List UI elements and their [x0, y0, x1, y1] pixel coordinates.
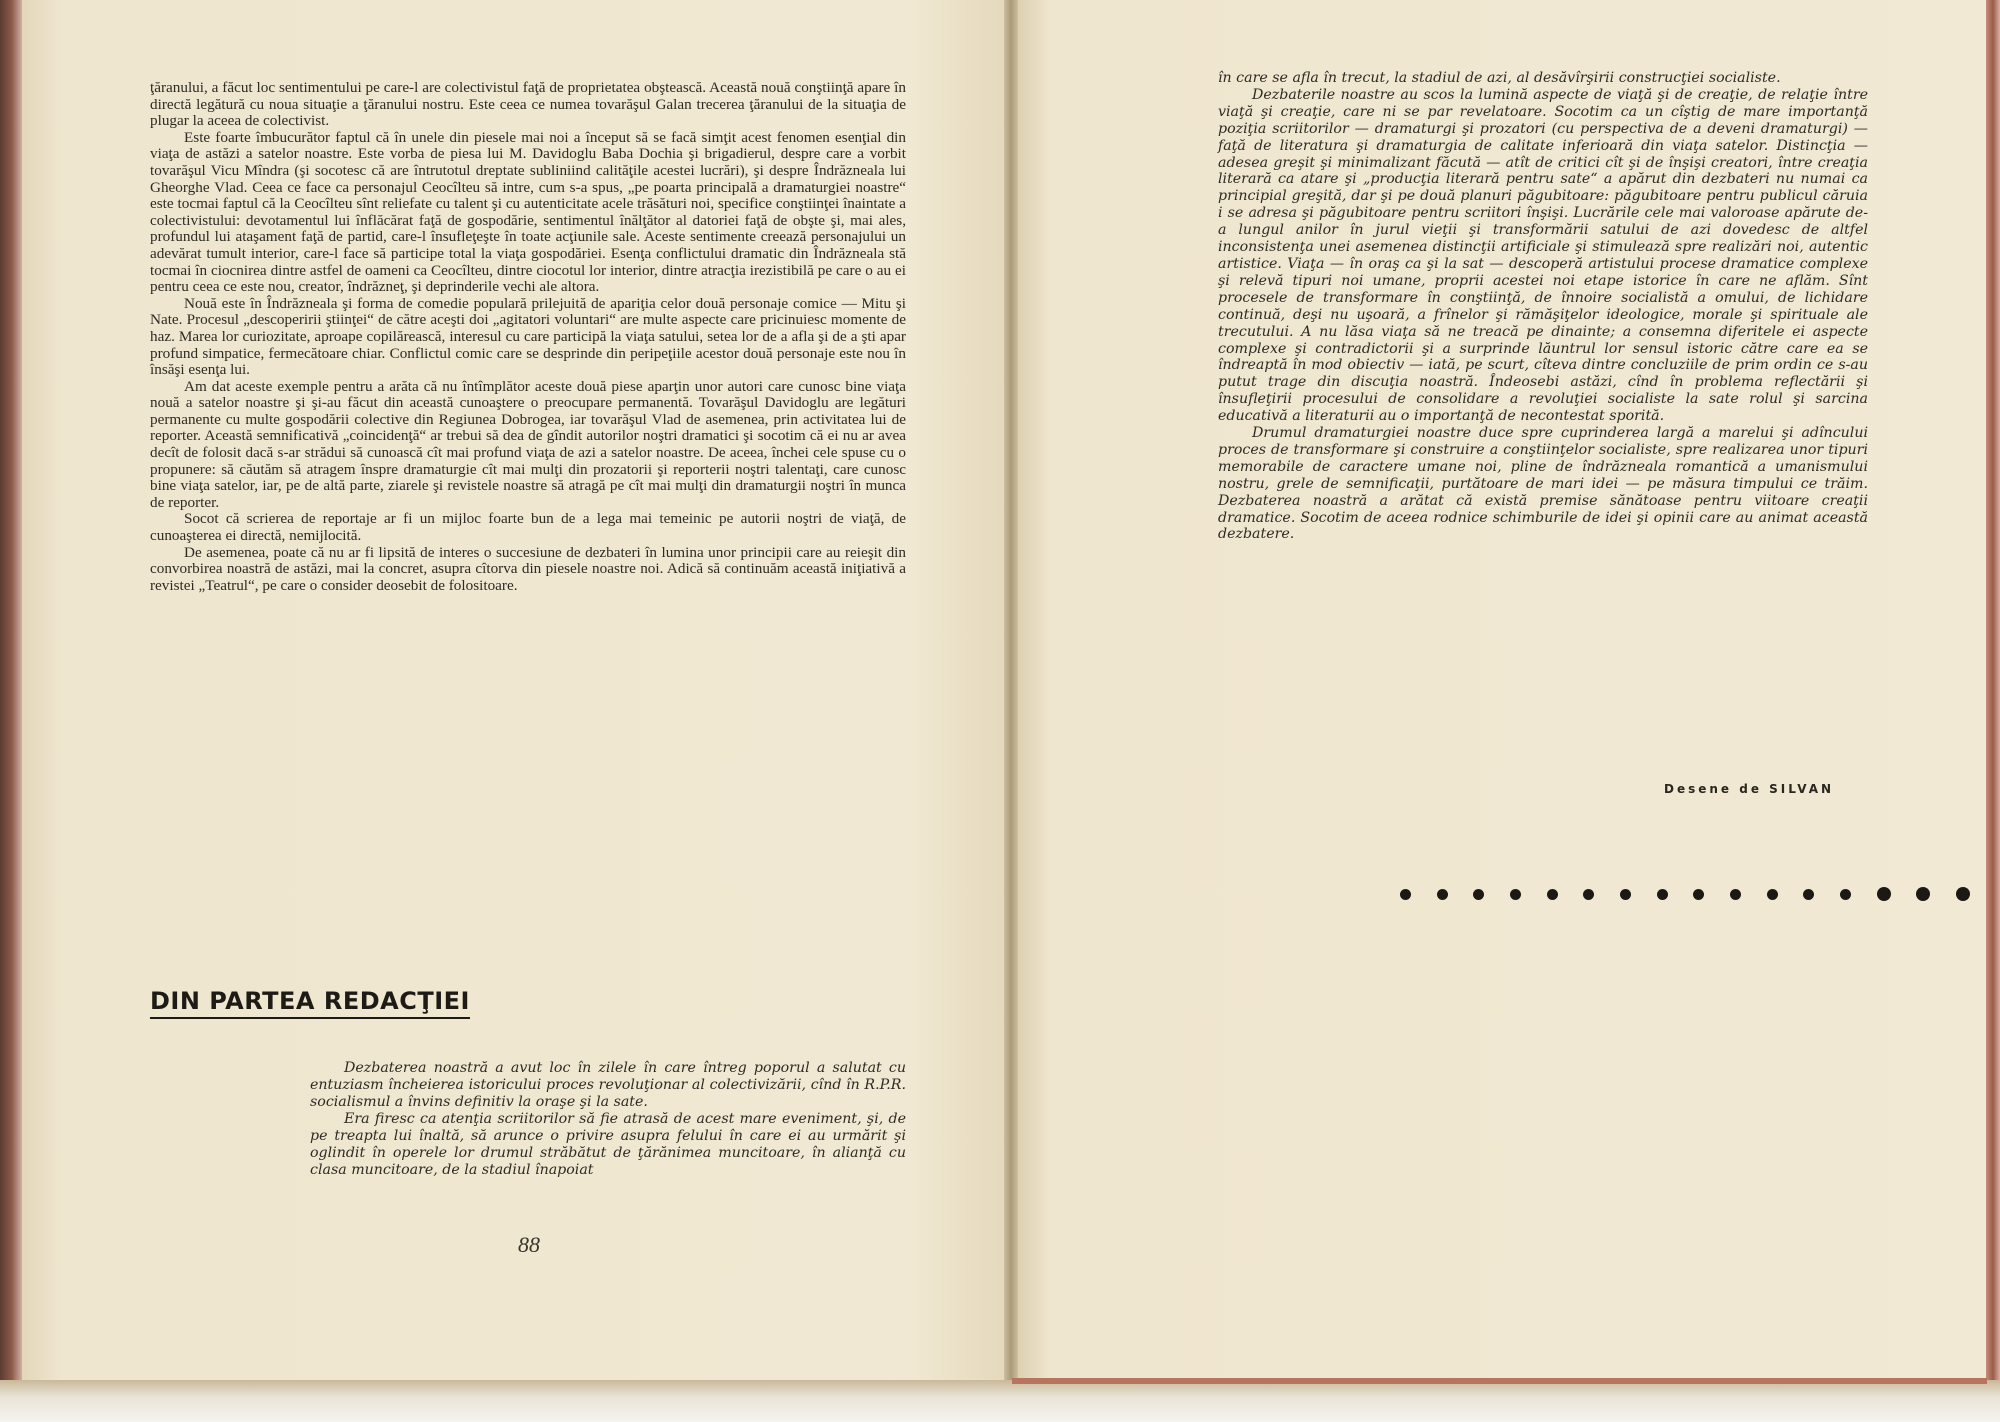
paragraph: Era firesc ca atenţia scriitorilor să fie atrasă de acest mare eveniment, şi, de pe treapta lui înaltă, să arunce o privire asupra felului în care ei au urmărit şi oglindit în operele lor drumul străbătut de ţărănimea muncitoare, în alianţă cu clasa muncitoare, de la stadiul înapoiat: [310, 1111, 906, 1178]
dot-ornament: [1916, 887, 1930, 901]
paragraph: în care se afla în trecut, la stadiul de azi, al desăvîrşirii construcţiei socialiste.: [1218, 70, 1781, 86]
paragraph: Nouă este în Îndrăzneala şi forma de comedie populară prilejuită de apariţia celor două personaje comice — Mitu şi Nate. Procesul „descoperirii ştiinţei“ de către aceşti doi „agitatori voluntari“ are multe aspecte care pricinuiesc momente de haz. Marea lor curiozitate, aproape copilărească, interesul cu care participă la viaţa satului, setea lor de a afla şi de a şti apar profund simpatice, fermecătoare chiar. Conflictul comic care se desprinde din peripeţiile acestor două personaje este nou în însăşi esenţa lui.: [150, 294, 906, 379]
book-cover-edge-bottom: [1012, 1378, 1987, 1384]
dot-ornament: [1583, 889, 1594, 900]
scan-background: [0, 1380, 2000, 1422]
section-heading: DIN PARTEA REDACŢIEI: [150, 987, 470, 1019]
dot-ornament: [1693, 889, 1704, 900]
illustration-credit: Desene de SILVAN: [1664, 782, 1835, 796]
decorative-dot-row: [1400, 882, 1970, 906]
left-article-body: [150, 80, 906, 594]
book-gutter: [1004, 0, 1018, 1380]
paragraph: Este foarte îmbucurător faptul că în unele din piesele mai noi a început să se facă simţit acest fenomen esenţial din viaţa de astăzi a satelor noastre. Este vorba de piesa lui M. Davidoglu Baba Dochia şi brigadierul, despre care a vorbit tovarăşul Vicu Mîndra (şi socotesc că are întrutotul dreptate subliniind calităţile acestei lucrări), şi despre Îndrăzneala lui Gheorghe Vlad. Ceea ce face ca personajul Ceocîlteu să intre, cum s-a spus, „pe poarta principală a dramaturgiei noastre“ este tocmai faptul că la Ceocîlteu sînt reliefate cu talent şi cu autenticitate acele trăsături noi, specifice conştiinţei înaintate a colectivistului: devotamentul lui înflăcărat faţă de gospodărie, sentimentul înălţător al datoriei faţă de obşte şi, mai ales, profundul lui ataşament faţă de partid, care-l însufleţeşte în toate acţiunile sale. Aceste sentimente creează personajului un adevărat tumult interior, care-l face să participe total la viaţa gospodăriei. Esenţa conflictului dramatic din Îndrăzneala stă tocmai în ciocnirea dintre astfel de oameni ca Ceocîlteu, dintre ciocotul lor interior, dintre atracţia irezistibilă pe care o au ei pentru ceea ce este nou, creator, îndrăzneţ, şi deprinderile vechi ale altora.: [150, 128, 906, 296]
paragraph: Dezbaterea noastră a avut loc în zilele în care întreg poporul a salutat cu entuziasm încheierea istoricului proces revoluţionar al colectivizării, cînd în R.P.R. socialismul a învins definitiv la oraşe şi la sate.: [310, 1060, 906, 1110]
dot-ornament: [1877, 887, 1891, 901]
paragraph: Socot că scrierea de reportaje ar fi un mijloc foarte bun de a lega mai temeinic pe autorii noştri de viaţă, de cunoaşterea ei directă, nemijlocită.: [150, 510, 906, 545]
paragraph: Dezbaterile noastre au scos la lumină aspecte de viaţă şi de creaţie, de relaţie între viaţă şi creaţie, care ni se par revelatoare. Socotim ca un cîştig de mare importanţă poziţia scriitorilor — dramaturgi şi prozatori (cu perspectiva de a deveni dramaturgi) — faţă de literatura şi dramaturgia de calitate inferioară din viaţa satelor. Distincţia — adesea greşit şi minimalizant făcută — atît de critici cît şi de înşişi creatori, între creaţia literară ca atare şi „producţia literară pentru sate“ a apărut din dezbateri nu numai ca principial greşită, dar şi pe două planuri păgubitoare: păgubitoare pentru publicul căruia i se adresa şi păgubitoare pentru scriitori înşişi. Lucrările cele mai valoroase apărute de-a lungul anilor în jurul vieţii şi transformării satului de azi dovedesc de altfel inconsistenţa unei asemenea distincţii artificiale şi stimulează spre realizări noi, autentic artistice. Viaţa — în oraş ca şi la sat — descoperă artistului procese dramatice complexe şi relevă tipuri noi umane, proprii acestei noi etape istorice în care ne aflăm. Sînt procesele de transformare în conştiinţă, de înnoire socialistă a omului, de lichidare continuă, deşi nu uşoară, a frînelor şi rămăşiţelor ideologice, morale şi spirituale ale trecutului. A nu lăsa viaţa să ne treacă pe dinainte; a consemna diferitele ei aspecte complexe şi contradictorii şi a surprinde lăuntrul lor sensul istoric către care ea se îndreaptă în mod obiectiv — iată, pe scurt, cîteva dintre concluziile de prim ordin ce s-au putut trage din discuţia noastră. Îndeosebi astăzi, cînd în problema reflectării şi însufleţirii procesului de consolidare a revoluţiei socialiste la sate rolul şi sarcina educativă a literaturii au o importanţă de necontestat sporită.: [1218, 86, 1868, 425]
dot-ornament: [1620, 889, 1631, 900]
page-number: 88: [518, 1232, 540, 1257]
paragraph: Drumul dramaturgiei noastre duce spre cuprinderea largă a marelui şi adîncului proces de transformare şi construire a conştiinţelor socialiste, spre realizarea unor tipuri memorabile de caractere umane noi, pline de îndrăzneala romantică a umanismului nostru, grele de semnificaţii, purtătoare de mari idei — pe măsura timpului ce trăim. Dezbaterea noastră a arătat că există premise sănătoase pentru viitoare creaţii dramatice. Socotim de aceea rodnice schimburile de idei şi opinii care au animat această dezbatere.: [1218, 425, 1868, 543]
dot-ornament: [1657, 889, 1668, 900]
dot-ornament: [1730, 889, 1741, 900]
dot-ornament: [1803, 889, 1814, 900]
dot-ornament: [1956, 887, 1970, 901]
dot-ornament: [1473, 889, 1484, 900]
editorial-intro: [310, 1060, 906, 1179]
paragraph: De asemenea, poate că nu ar fi lipsită de interes o succesiune de dezbateri în lumina unor principii care au reieşit din convorbirea noastră de astăzi, mai la concret, asupra cîtorva din piesele noastre noi. Adică să continuăm această iniţiativă a revistei „Teatrul“, pe care o consider deosebit de folositoare.: [150, 543, 906, 594]
dot-ornament: [1547, 889, 1558, 900]
dot-ornament: [1840, 889, 1851, 900]
dot-ornament: [1400, 889, 1411, 900]
dot-ornament: [1510, 889, 1521, 900]
dot-ornament: [1437, 889, 1448, 900]
book-cover-edge-right: [1986, 0, 2000, 1380]
dot-ornament: [1767, 889, 1778, 900]
right-article-body: [1218, 70, 1868, 543]
paragraph: Am dat aceste exemple pentru a arăta că nu întîmplător aceste două piese aparţin unor autori care cunosc bine viaţa nouă a satelor noastre şi şi-au făcut din această cunoaştere o preocupare permanentă. Tovarăşul Davidoglu are legături permanente cu multe gospodării colective din Regiunea Dobrogea, iar tovarăşul Vlad de asemenea, prin activitatea lui de reporter. Această semnificativă „coincidenţă“ ar trebui să dea de gîndit autorilor noştri dramatici şi socotim că ei nu ar avea decît de folosit dacă s-ar strădui să cunoască cît mai profund viaţa de azi a satelor noastre. De aceea, închei cele spuse cu o propunere: să căutăm să atragem înspre dramaturgie cît mai mulţi din prozatorii şi reporterii noştri talentaţi, care cunosc bine viaţa satelor, iar, pe de altă parte, ziarele şi revistele noastre să atragă pe cît mai mulţi din dramaturgii noştri în munca de reporter.: [150, 377, 906, 511]
paragraph: ţăranului, a făcut loc sentimentului pe care-l are colectivistul faţă de proprietatea obştească. Această nouă conştiinţă apare în directă legătură cu noua situaţie a ţăranului nostru. Este ceea ce numea tovarăşul Galan trecerea ţăranului de la situaţia de plugar la aceea de colectivist.: [150, 79, 906, 130]
